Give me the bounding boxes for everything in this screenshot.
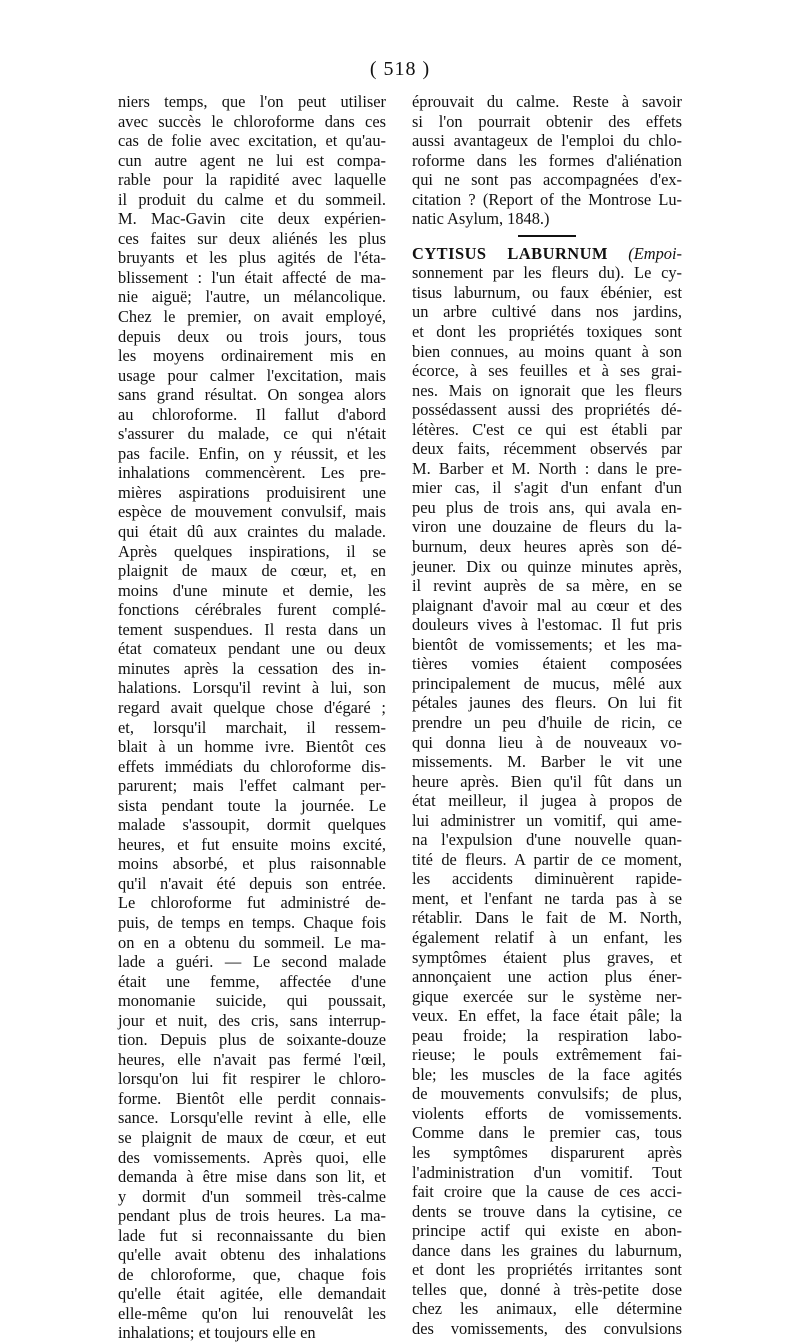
text-line: principe actif qui existe en abon- <box>412 1221 682 1241</box>
right-column-article-text <box>412 263 682 1338</box>
text-line: nie aiguë; l'autre, un mélancolique. <box>118 287 386 307</box>
text-line: avec succès le chloroforme dans ces <box>118 111 386 131</box>
text-line: plaignit de maux de cœur, et, en <box>118 561 386 581</box>
text-line: et, lorsqu'il marchait, il ressem- <box>118 717 386 737</box>
text-line: tité de fleurs. A partir de ce moment, <box>412 849 682 869</box>
article-heading-line <box>412 244 682 264</box>
text-line: qui donna lieu à de nouveaux vo- <box>412 732 682 752</box>
text-line: burnum, deux heures après son dé- <box>412 537 682 557</box>
text-line: peau froide; la respiration labo- <box>412 1025 682 1045</box>
text-line: effets immédiats du chloroforme dis- <box>118 756 386 776</box>
text-line: bientôt de vomissements; et les ma- <box>412 634 682 654</box>
text-line: roforme dans les formes d'aliénation <box>412 150 682 170</box>
text-line: se plaignit de maux de cœur, et eut <box>118 1127 386 1147</box>
text-line: possédassent aussi des propriétés dé- <box>412 400 682 420</box>
text-line: depuis deux ou trois jours, tous <box>118 326 386 346</box>
text-line: jeuner. Dix ou quinze minutes après, <box>412 556 682 576</box>
text-line: état comateux pendant une ou deux <box>118 639 386 659</box>
text-line: fait croire que la cause de ces acci- <box>412 1182 682 1202</box>
text-line: s'assurer du malade, ce qui n'était <box>118 424 386 444</box>
right-column-top-text <box>412 92 682 229</box>
text-line: qu'elle était agitée, elle demandait <box>118 1284 386 1304</box>
text-line: lui administrer un vomitif, qui ame- <box>412 810 682 830</box>
text-line: espèce de mouvement convulsif, mais <box>118 502 386 522</box>
text-line: de chloroforme, que, chaque fois <box>118 1264 386 1284</box>
text-line: bruyants et les plus agités de l'éta- <box>118 248 386 268</box>
text-line: des vomissements. Après quoi, elle <box>118 1147 386 1167</box>
text-line: rétablir. Dans le fait de M. North, <box>412 908 682 928</box>
text-line: sonnement par les fleurs du). Le cy- <box>412 263 682 283</box>
text-line: Le chloroforme fut administré de- <box>118 893 386 913</box>
page-number: ( 518 ) <box>369 58 431 80</box>
text-line: rieuse; le pouls extrêmement fai- <box>412 1045 682 1065</box>
text-line: M. Mac-Gavin cite deux expérien- <box>118 209 386 229</box>
text-line: violents efforts de vomissements. <box>412 1103 682 1123</box>
text-line: gique exercée sur le système ner- <box>412 986 682 1006</box>
text-line: qui ne sont pas accompagnées d'ex- <box>412 170 682 190</box>
text-line: un arbre cultivé dans nos jardins, <box>412 302 682 322</box>
text-line: Chez le premier, on avait employé, <box>118 307 386 327</box>
text-line: heure après. Bien qu'il fût dans un <box>412 771 682 791</box>
text-line: dents se trouve dans la cytisine, ce <box>412 1201 682 1221</box>
text-line: écorce, à ses feuilles et à ses grai- <box>412 361 682 381</box>
text-line: sance. Lorsqu'elle revint à elle, elle <box>118 1108 386 1128</box>
text-line: veux. En effet, la face était pâle; la <box>412 1006 682 1026</box>
text-line: Après quelques inspirations, il se <box>118 541 386 561</box>
text-line: chez les animaux, elle détermine <box>412 1299 682 1319</box>
text-line: Comme dans le premier cas, tous <box>412 1123 682 1143</box>
text-line: jour et nuit, des cris, sans interrup- <box>118 1010 386 1030</box>
text-line: y dormit d'un sommeil très-calme <box>118 1186 386 1206</box>
text-line: demanda à être mise dans son lit, et <box>118 1167 386 1187</box>
text-line: dance dans les graines du laburnum, <box>412 1240 682 1260</box>
text-line: symptômes étaient plus graves, et <box>412 947 682 967</box>
text-line: viron une douzaine de fleurs du la- <box>412 517 682 537</box>
text-line: état meilleur, il jugea à propos de <box>412 791 682 811</box>
text-line: malade s'assoupit, dormit quelques <box>118 815 386 835</box>
text-line: nes. Mais on ignorait que les fleurs <box>412 380 682 400</box>
text-line: inhalations; et toujours elle en <box>118 1323 316 1343</box>
text-line: des vomissements, des convulsions <box>412 1318 682 1338</box>
left-column <box>118 92 386 1343</box>
text-line: et dont les propriétés toxiques sont <box>412 322 682 342</box>
text-line: prendre un peu d'huile de ricin, ce <box>412 712 682 732</box>
text-line: était une femme, affectée d'une <box>118 971 386 991</box>
text-line: moins absorbé, et plus raisonnable <box>118 854 386 874</box>
text-line: elle-même qu'on lui renouvelât les <box>118 1303 386 1323</box>
text-line: telles que, donné à très-petite dose <box>412 1279 682 1299</box>
text-line: missements. M. Barber le vit une <box>412 752 682 772</box>
text-line: inhalations commencèrent. Les pre- <box>118 463 386 483</box>
text-line: cun autre agent ne lui est compa- <box>118 150 386 170</box>
text-line: plaignant d'avoir mal au cœur et des <box>412 595 682 615</box>
text-line: heures, elle n'avait pas fermé l'œil, <box>118 1049 386 1069</box>
text-line: na l'expulsion d'une nouvelle quan- <box>412 830 682 850</box>
text-line: principalement de mucus, mêlé aux <box>412 673 682 693</box>
text-line: blait à un homme ivre. Bientôt ces <box>118 737 386 757</box>
text-line: annonçaient une action plus éner- <box>412 967 682 987</box>
text-line: au chloroforme. Il fallut d'abord <box>118 404 386 424</box>
text-line: ment, et l'enfant ne tarda pas à se <box>412 888 682 908</box>
text-line: lorsqu'on lui fit respirer le chloro- <box>118 1069 386 1089</box>
text-line: parurent; mais l'effet calmant per- <box>118 776 386 796</box>
text-line: l'administration d'un vomitif. Tout <box>412 1162 682 1182</box>
text-line: qu'il n'avait été depuis son entrée. <box>118 873 386 893</box>
text-line: ces faites sur deux aliénés les plus <box>118 228 386 248</box>
text-line: lade a guéri. — Le second malade <box>118 952 386 972</box>
text-line: mier cas, il s'agit d'un enfant d'un <box>412 478 682 498</box>
text-line: tion. Depuis plus de soixante-douze <box>118 1030 386 1050</box>
text-line: deux faits, récemment observés par <box>412 439 682 459</box>
text-line: forme. Bientôt elle perdit connais- <box>118 1088 386 1108</box>
text-line: sans grand résultat. On songea alors <box>118 385 386 405</box>
text-line: pas facile. Enfin, on y réussit, et les <box>118 443 386 463</box>
text-line: et dont les propriétés irritantes sont <box>412 1260 682 1280</box>
text-line: mières aspirations produisirent une <box>118 482 386 502</box>
text-line: heures, et fut ensuite moins excité, <box>118 834 386 854</box>
text-line: bien connues, au moins quant à son <box>412 341 682 361</box>
text-line: également relatif à un enfant, les <box>412 927 682 947</box>
text-line: sista pendant toute la journée. Le <box>118 795 386 815</box>
text-line: pendant plus de trois heures. La ma- <box>118 1206 386 1226</box>
text-line: minutes après la cessation des in- <box>118 658 386 678</box>
text-line: niers temps, que l'on peut utiliser <box>118 92 386 111</box>
text-line: M. Barber et M. North : dans le pre- <box>412 458 682 478</box>
text-line: citation ? (Report of the Montrose Lu- <box>412 189 682 209</box>
text-line: il revint auprès de sa mère, en se <box>412 576 682 596</box>
text-line: il produit du calme et du sommeil. <box>118 189 386 209</box>
text-line: halations. Lorsqu'il revint à lui, son <box>118 678 386 698</box>
text-line: rable pour la rapidité avec laquelle <box>118 170 386 190</box>
text-line: pétales jaunes des fleurs. On lui fit <box>412 693 682 713</box>
text-line: aussi avantageux de l'emploi du chlo- <box>412 131 682 151</box>
text-line: qu'elle avait obtenu des inhalations <box>118 1245 386 1265</box>
text-line: les symptômes disparurent après <box>412 1142 682 1162</box>
text-line: on en a obtenu du sommeil. Le ma- <box>118 932 386 952</box>
text-line: les accidents diminuèrent rapide- <box>412 869 682 889</box>
text-line: cas de folie avec excitation, et qu'au- <box>118 131 386 151</box>
right-column <box>412 92 682 1338</box>
text-line: de mouvements convulsifs; de plus, <box>412 1084 682 1104</box>
text-line: si l'on pourrait obtenir des effets <box>412 111 682 131</box>
text-line: tement suspendues. Il resta dans un <box>118 619 386 639</box>
text-line: ble; les muscles de la face agités <box>412 1064 682 1084</box>
text-line: létères. C'est ce qui est établi par <box>412 419 682 439</box>
text-line: qui était dû aux craintes du malade. <box>118 522 386 542</box>
text-line: les moyens ordinairement mis en <box>118 346 386 366</box>
text-line: fonctions cérébrales furent complé- <box>118 600 386 620</box>
text-line: moins d'une minute et demie, les <box>118 580 386 600</box>
text-line: monomanie suicide, qui poussait, <box>118 991 386 1011</box>
text-line: tisus laburnum, ou faux ébénier, est <box>412 282 682 302</box>
text-line: usage pour calmer l'excitation, mais <box>118 365 386 385</box>
text-line: douleurs vives à l'estomac. Il fut pris <box>412 615 682 635</box>
text-line: regard avait quelque chose d'égaré ; <box>118 697 386 717</box>
text-line: puis, de temps en temps. Chaque fois <box>118 912 386 932</box>
article-heading-subtitle: (Empoi- <box>607 243 683 263</box>
section-divider <box>518 235 576 237</box>
text-line: éprouvait du calme. Reste à savoir <box>412 92 682 111</box>
text-line: blissement : l'un était affecté de ma- <box>118 267 386 287</box>
text-line: peu plus de trois ans, qui avala en- <box>412 497 682 517</box>
article-heading: CYTISUS LABURNUM <box>412 243 608 263</box>
text-line: natic Asylum, 1848.) <box>412 209 550 229</box>
text-line: lade fut si reconnaissante du bien <box>118 1225 386 1245</box>
text-line: tières vomies étaient composées <box>412 654 682 674</box>
